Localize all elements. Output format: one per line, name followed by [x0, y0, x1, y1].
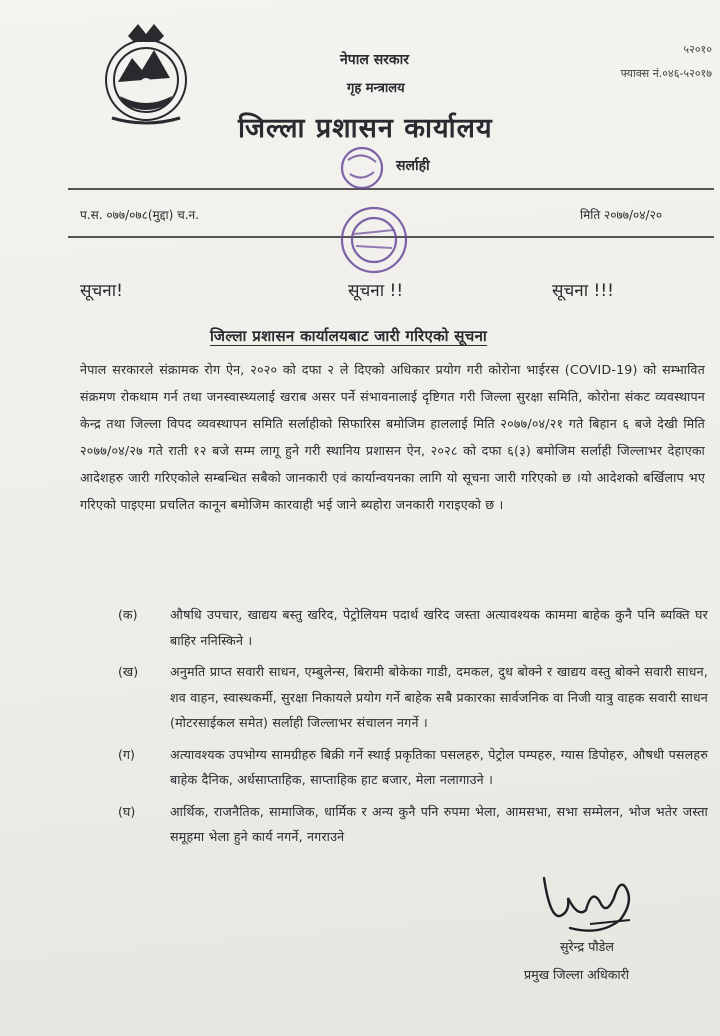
phone-number: ५२०१० [683, 43, 712, 56]
notice-word-3: सूचना !!! [552, 281, 614, 301]
signatory-name: सुरेन्द्र पौडेल [560, 939, 614, 954]
list-item [118, 742, 708, 793]
signatory-title: प्रमुख जिल्ला अधिकारी [524, 967, 630, 982]
item-text: औषधि उपचार, खाद्यय बस्तु खरिद, पेट्रोलियम पदार्थ खरिद जस्ता अत्यावश्यक काममा बाहेक कुनै पनि ब्यक्ति घर बाहिर ननिस्किने । [170, 607, 708, 648]
district-name: सर्लाही [396, 158, 430, 174]
office-title: जिल्ला प्रशासन कार्यालय [238, 113, 493, 144]
document-date: मिति २०७७/०४/२० [580, 208, 663, 222]
notice-subject: जिल्ला प्रशासन कार्यालयबाट जारी गरिएको सूचना [210, 327, 488, 345]
item-label: (ख) [118, 664, 139, 679]
fax-number: फ्याक्स नं.०४६-५२०१७ [620, 67, 712, 80]
list-item [118, 602, 708, 653]
nepal-emblem-icon [98, 22, 194, 126]
item-label: (घ) [118, 803, 136, 819]
order-list [118, 602, 708, 856]
notice-word-1: सूचना! [80, 281, 123, 301]
office-stamp-icon [318, 140, 428, 280]
item-label: (क) [118, 607, 138, 622]
notice-body: नेपाल सरकारले संक्रामक रोग ऐन, २०२० को दफा २ ले दिएको अधिकार प्रयोग गरी कोरोना भाईरस (COVID-19) को सम्भावित संक्रमण रोकथाम गर्न तथा जनस्वास्थ्यलाई खराब असर पर्ने संभावनालाई दृष्टिगत गरी जिल्ला सुरक्षा समिति, कोरोना संकट व्यवस्थापन केन्द्र तथा जिल्ला विपद व्यवस्थापन समिति सर्लाहीको सिफारिस बमोजिम हाललाई मिति २०७७/०४/२१ गते बिहान ६ बजे देखी मिति २०७७/०४/२७ गते राती १२ बजे सम्म लागू हुने गरी स्थानिय प्रशासन ऐन, २०२८ को दफा ६(३) बमोजिम सर्लाही जिल्लाभर देहाएका आदेशहरु जारी गरिएकोले सम्बन्धित सबैको जानकारी एवं कार्यान्वयनका लागि यो सूचना जारी गरिएको छ ।यो आदेशको बर्खिलाप भए गरिएको पाइएमा प्रचलित कानून बमोजिम कारवाही भई जाने ब्यहोरा जनकारी गराइएको छ । [80, 362, 705, 512]
item-text: अत्यावश्यक उपभोग्य सामग्रीहरु बिक्री गर्ने स्थाई प्रकृतिका पसलहरु, पेट्रोल पम्पहरु, ग्यास डिपोहरु, औषधी पसलहरु बाहेक दैनिक, अर्धसाप्ताहिक, साप्ताहिक हाट बजार, मेला नलागाउने । [170, 746, 708, 787]
signature-icon [530, 858, 650, 948]
list-item [118, 799, 708, 850]
notice-word-2: सूचना !! [348, 281, 404, 301]
reference-number: प.स. ०७७/०७८(मुद्दा) च.न. [80, 208, 200, 222]
government-name: नेपाल सरकार [340, 52, 410, 68]
item-label: (ग) [118, 746, 135, 762]
ministry-name: गृह मन्त्रालय [347, 81, 405, 96]
item-text: अनुमति प्राप्त सवारी साधन, एम्बुलेन्स, बिरामी बोकेका गाडी, दमकल, दुध बोक्ने र खाद्यय वस्तु बोक्ने सवारी साधन, शव वाहन, स्वास्थकर्मी, सुरक्षा निकायले प्रयोग गर्ने बाहेक सबै प्रकारका सार्वजनिक वा निजी यात्रु वाहक सवारी साधन (मोटरसाईकल समेत) सर्लाही जिल्लाभर संचालन नगर्ने । [170, 664, 708, 730]
list-item [118, 659, 708, 736]
item-text: आर्थिक, राजनैतिक, सामाजिक, धार्मिक र अन्य कुनै पनि रुपमा भेला, आमसभा, सभा सम्मेलन, भोज भतेर जस्ता समूहमा भेला हुने कार्य नगर्ने, नगराउने [170, 803, 708, 844]
